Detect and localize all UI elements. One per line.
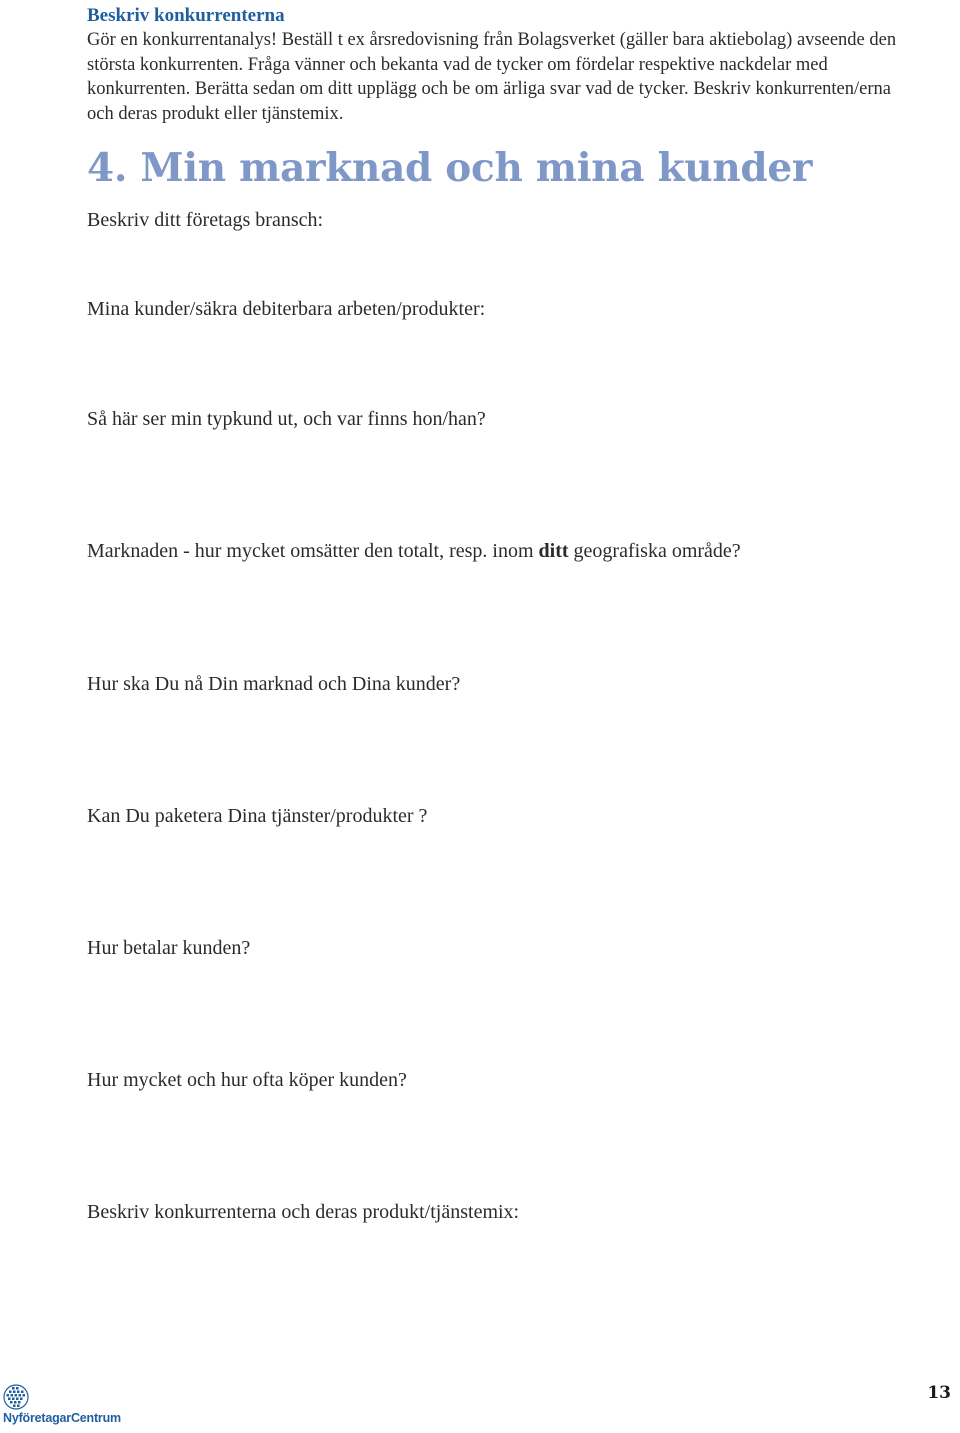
page-number: 13 <box>927 1383 951 1403</box>
intro-paragraph: Gör en konkurrentanalys! Beställ t ex årsredovisning från Bolagsverket (gäller bara aktiebolag) avseende den största konkurrenten. Fråga vänner och bekanta vad de tycker om fördelar respektive nackdelar med konkurrenten. Berätta sedan om ditt upplägg och be om ärliga svar vad de tycker. Beskriv konkurrenten/erna och deras produkt eller tjänstemix. <box>87 30 897 124</box>
globe-icon <box>3 1384 29 1410</box>
question-typkund: Så här ser min typkund ut, och var finns hon/han? <box>87 408 486 430</box>
question-konkurrenter: Beskriv konkurrenterna och deras produkt/tjänstemix: <box>87 1201 520 1223</box>
footer-logo <box>3 1384 121 1425</box>
question-marknaden-text-2: geografiska område? <box>568 540 741 562</box>
question-kunder: Mina kunder/säkra debiterbara arbeten/produkter: <box>87 298 486 320</box>
question-marknaden-emphasis: ditt <box>538 540 569 562</box>
section-title: 4. Min marknad och mina kunder <box>87 145 813 191</box>
question-paketera: Kan Du paketera Dina tjänster/produkter ? <box>87 805 428 827</box>
question-marknaden <box>87 538 741 564</box>
question-hur-ofta: Hur mycket och hur ofta köper kunden? <box>87 1069 407 1091</box>
intro-block <box>87 4 907 126</box>
question-marknaden-text-1: Marknaden - hur mycket omsätter den totalt, resp. inom <box>87 540 539 562</box>
question-bransch: Beskriv ditt företags bransch: <box>87 209 324 231</box>
logo-text: NyföretagarCentrum <box>3 1411 121 1425</box>
question-na-marknad: Hur ska Du nå Din marknad och Dina kunder? <box>87 673 461 695</box>
intro-heading: Beskriv konkurrenterna <box>87 5 285 26</box>
question-betalar: Hur betalar kunden? <box>87 937 251 959</box>
